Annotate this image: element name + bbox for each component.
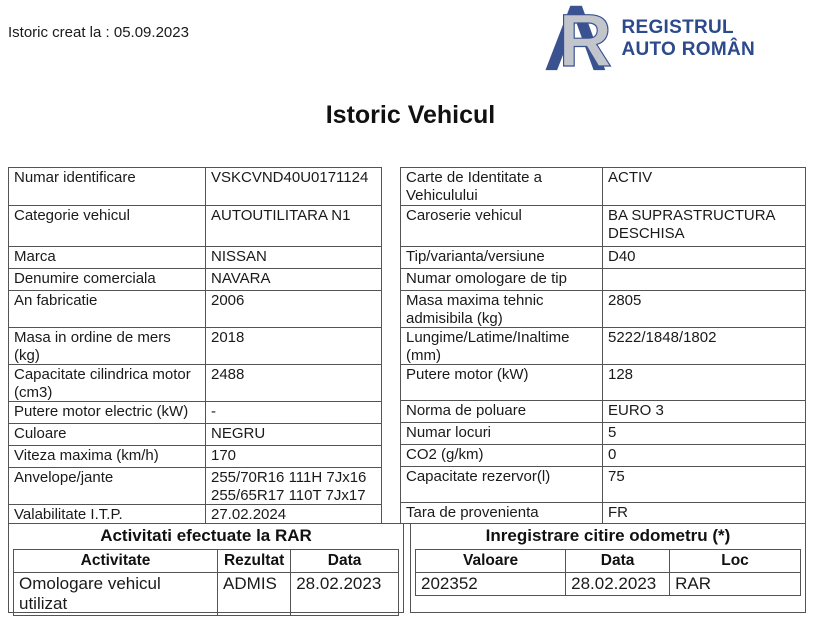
rar-activities-section [8,523,404,613]
column-header: Activitate [14,550,218,573]
field-label: Masa maxima tehnic admisibila (kg) [401,291,603,328]
table-row [9,402,382,424]
field-label: Categorie vehicul [9,206,206,247]
field-value: 2805 [603,291,806,328]
field-label: Capacitate cilindrica motor (cm3) [9,365,206,402]
field-value: NEGRU [206,424,382,446]
field-value: FR [603,503,806,524]
field-value: EURO 3 [603,401,806,423]
activities-header-row [14,550,399,573]
history-created-date: Istoric creat la : 05.09.2023 [8,24,189,41]
field-value: NISSAN [206,247,382,269]
field-label: Anvelope/jante [9,468,206,505]
column-header: Rezultat [218,550,291,573]
vehicle-data-table-left [8,167,382,526]
field-label: Lungime/Latime/Inaltime (mm) [401,328,603,365]
table-row [9,168,382,206]
field-label: Viteza maxima (km/h) [9,446,206,468]
field-label: Caroserie vehicul [401,206,603,247]
column-header: Valoare [416,550,566,573]
column-header: Data [566,550,670,573]
field-value: 27.02.2024 [206,505,382,526]
field-label: Marca [9,247,206,269]
rar-monogram-icon [544,4,614,72]
field-value: 5222/1848/1802 [603,328,806,365]
field-value: BA SUPRASTRUCTURA DESCHISA [603,206,806,247]
odometer-section [410,523,806,613]
field-value: 128 [603,365,806,401]
field-value: 2488 [206,365,382,402]
field-value: 75 [603,467,806,503]
activities-table [13,549,399,616]
table-row [9,206,382,247]
rar-logo-wordmark [621,4,755,61]
field-label: CO2 (g/km) [401,445,603,467]
field-value: 2006 [206,291,382,328]
table-row [401,206,806,247]
field-label: Tara de provenienta [401,503,603,524]
field-label: Numar locuri [401,423,603,445]
field-label: Capacitate rezervor(l) [401,467,603,503]
svg-text:R: R [559,4,613,72]
table-row [9,269,382,291]
table-row [401,247,806,269]
cell-value: 28.02.2023 [566,573,670,596]
field-value: VSKCVND40U0171124 [206,168,382,206]
field-label: Numar omologare de tip [401,269,603,291]
table-row [401,168,806,206]
field-label: Tip/varianta/versiune [401,247,603,269]
table-row [9,468,382,505]
field-label: Culoare [9,424,206,446]
field-value: AUTOUTILITARA N1 [206,206,382,247]
odometer-header-row [416,550,801,573]
field-label: An fabricatie [9,291,206,328]
table-row [401,401,806,423]
rar-logo [544,4,755,72]
cell-value: Omologare vehicul utilizat [14,573,218,616]
table-row [401,365,806,401]
odometer-section-title: Inregistrare citire odometru (*) [485,526,731,545]
table-row [401,423,806,445]
field-value-line: 255/70R16 111H 7Jx16 [211,469,367,486]
field-label: Masa in ordine de mers (kg) [9,328,206,365]
activities-section-title: Activitati efectuate la RAR [100,526,312,545]
table-row [9,424,382,446]
rar-logo-line2: AUTO ROMÂN [621,39,755,60]
cell-value: 28.02.2023 [291,573,399,616]
field-value: D40 [603,247,806,269]
field-value [603,269,806,291]
column-header: Data [291,550,399,573]
table-row [9,365,382,402]
rar-logo-line1: REGISTRUL [621,17,734,38]
column-header: Loc [670,550,801,573]
field-label: Valabilitate I.T.P. [9,505,206,526]
field-value: 170 [206,446,382,468]
field-label: Carte de Identitate a Vehiculului [401,168,603,206]
table-row [401,503,806,524]
table-row [9,446,382,468]
field-value: NAVARA [206,269,382,291]
field-value: 5 [603,423,806,445]
field-label: Norma de poluare [401,401,603,423]
table-row [401,467,806,503]
table-row [401,269,806,291]
table-row [401,328,806,365]
field-label: Putere motor (kW) [401,365,603,401]
field-value: 2018 [206,328,382,365]
field-value-line: 255/65R17 110T 7Jx17 [211,486,366,504]
field-label: Numar identificare [9,168,206,206]
page-title: Istoric Vehicul [325,101,496,129]
cell-value: ADMIS [218,573,291,616]
vehicle-data-table-right [400,167,806,524]
field-value: - [206,402,382,424]
table-row [9,291,382,328]
table-row [416,573,801,596]
odometer-table [415,549,801,596]
table-row [9,247,382,269]
table-row [401,445,806,467]
table-row [14,573,399,616]
field-label: Denumire comerciala [9,269,206,291]
cell-value: 202352 [416,573,566,596]
table-row [9,328,382,365]
field-value: 0 [603,445,806,467]
field-value: ACTIV [603,168,806,206]
cell-value: RAR [670,573,801,596]
field-label: Putere motor electric (kW) [9,402,206,424]
table-row [401,291,806,328]
field-value [206,468,382,505]
